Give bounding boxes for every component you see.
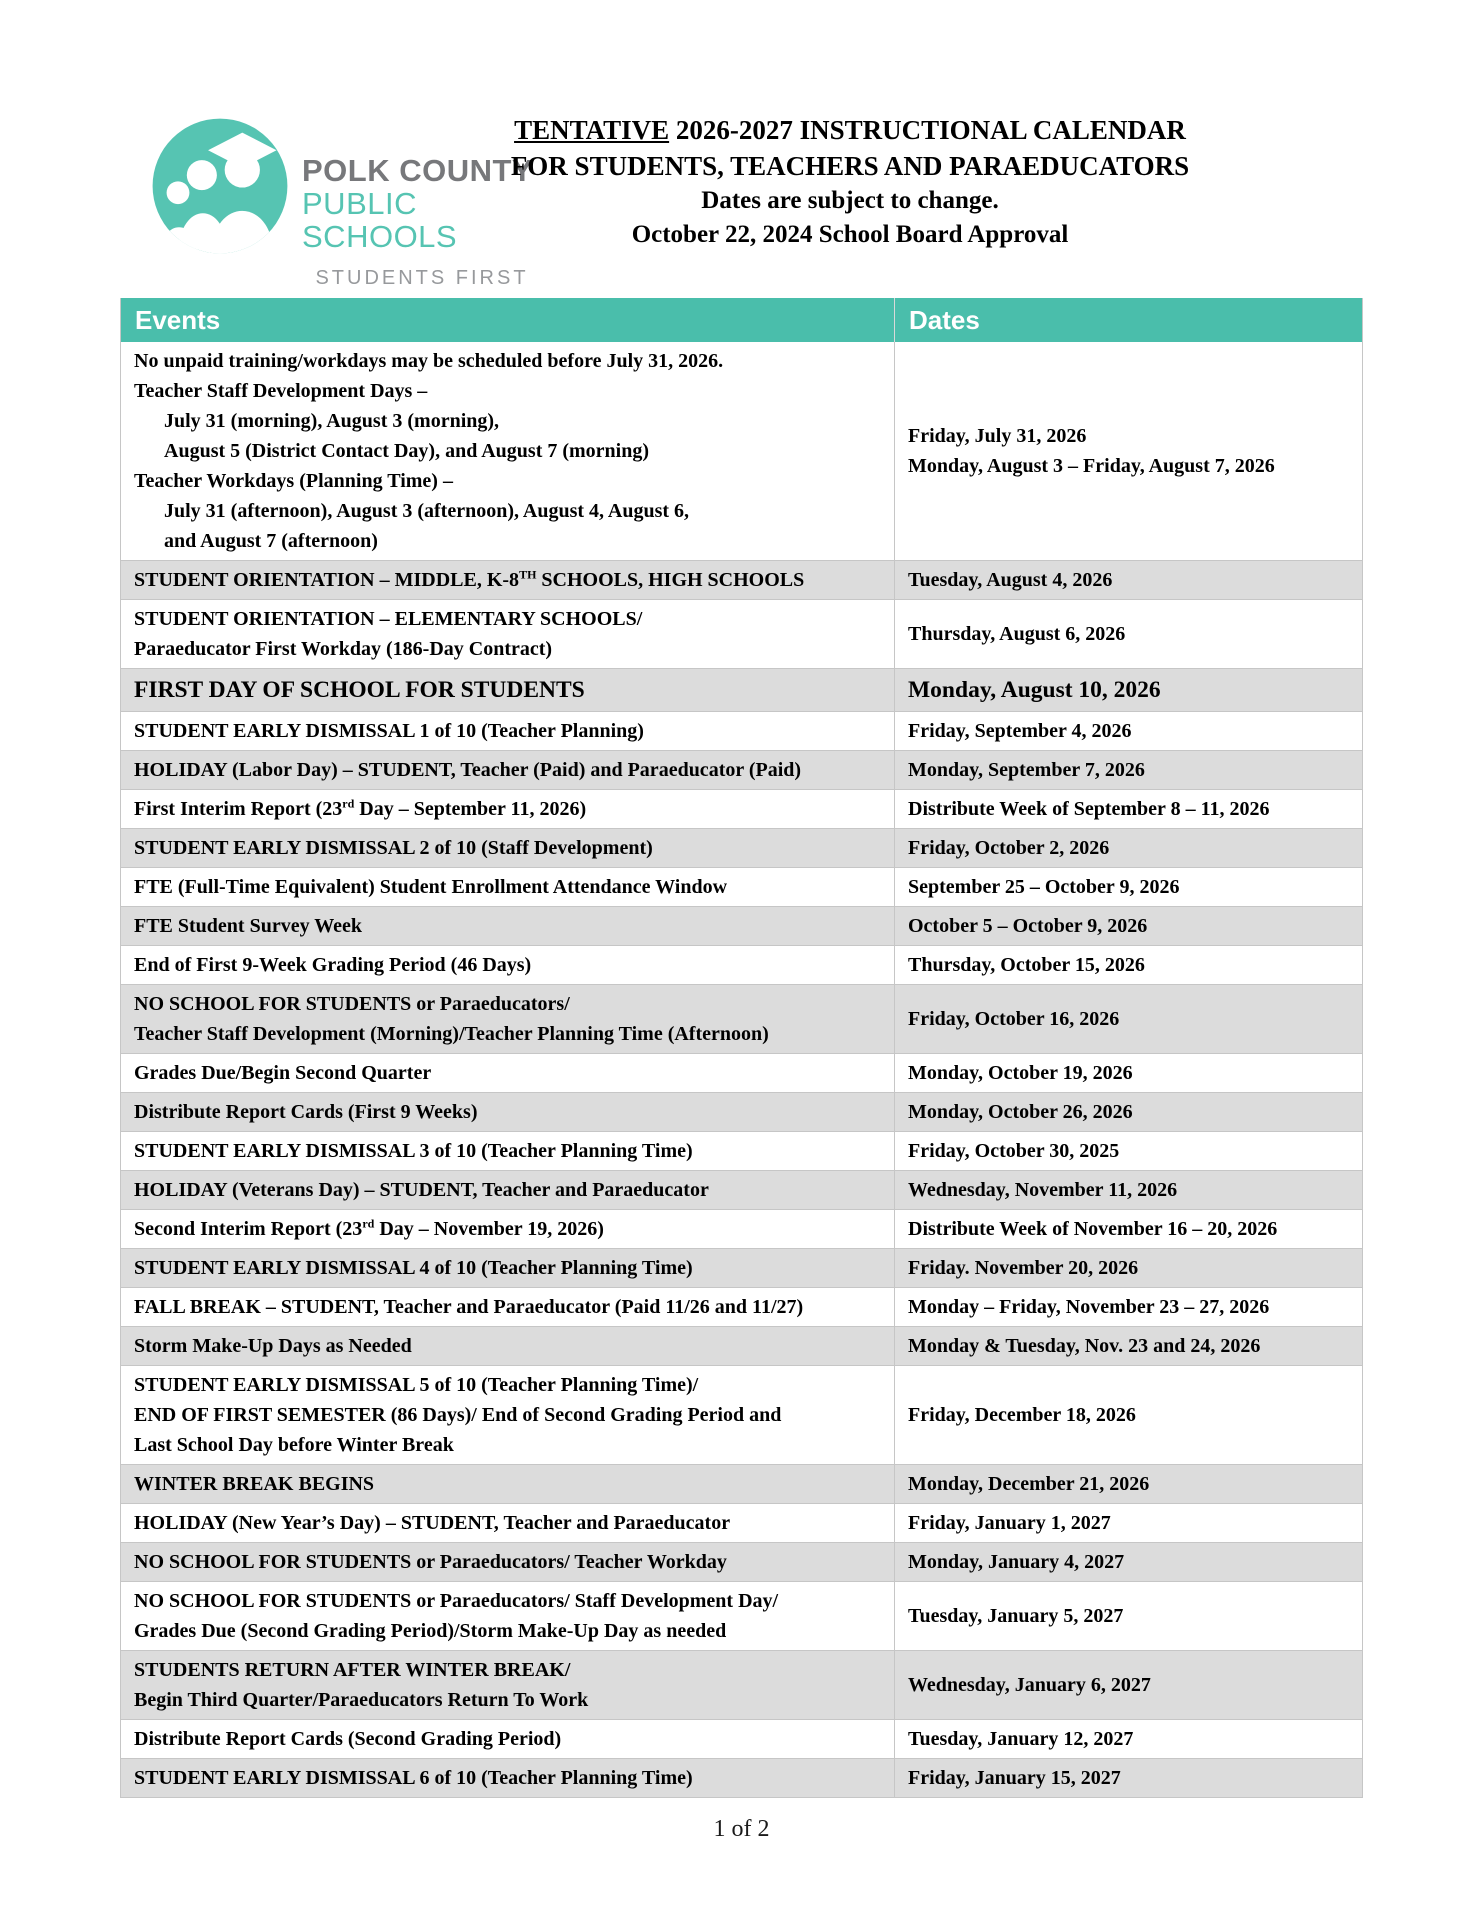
event-cell bbox=[121, 561, 895, 599]
table-row bbox=[121, 1248, 1362, 1287]
date-cell bbox=[895, 985, 1362, 1053]
date-cell bbox=[895, 600, 1362, 668]
date-text-line: Tuesday, August 4, 2026 bbox=[908, 569, 1113, 591]
title-line1-rest: 2026-2027 INSTRUCTIONAL CALENDAR bbox=[669, 115, 1186, 145]
event-text-line: Second Interim Report (23rd Day – November 19, 2026) bbox=[134, 1216, 604, 1240]
table-header-row bbox=[121, 298, 1362, 342]
date-text-line: Friday, July 31, 2026 bbox=[908, 425, 1087, 447]
logo-name-line1: POLK COUNTY bbox=[302, 153, 534, 188]
date-cell bbox=[895, 868, 1362, 906]
date-cell bbox=[895, 1651, 1362, 1719]
date-cell bbox=[895, 1171, 1362, 1209]
event-text-line: Begin Third Quarter/Paraeducators Return To Work bbox=[134, 1689, 589, 1711]
date-text-line: October 5 – October 9, 2026 bbox=[908, 915, 1148, 937]
calendar-table bbox=[120, 298, 1363, 1798]
events-column-header: Events bbox=[121, 298, 895, 342]
table-row bbox=[121, 1287, 1362, 1326]
event-text-line: STUDENT EARLY DISMISSAL 2 of 10 (Staff Development) bbox=[134, 837, 653, 859]
event-cell bbox=[121, 669, 895, 711]
event-text-line: July 31 (morning), August 3 (morning), bbox=[164, 410, 500, 432]
title-line2: FOR STUDENTS, TEACHERS AND PARAEDUCATORS bbox=[510, 151, 1190, 181]
event-text-line: STUDENT EARLY DISMISSAL 1 of 10 (Teacher Planning) bbox=[134, 720, 644, 742]
date-cell bbox=[895, 342, 1362, 560]
date-cell bbox=[895, 946, 1362, 984]
date-cell bbox=[895, 1327, 1362, 1365]
date-cell bbox=[895, 712, 1362, 750]
event-cell bbox=[121, 1504, 895, 1542]
date-cell bbox=[895, 790, 1362, 828]
event-text-line: Storm Make-Up Days as Needed bbox=[134, 1335, 412, 1357]
table-row bbox=[121, 984, 1362, 1053]
table-row bbox=[121, 1758, 1362, 1797]
date-text-line: Monday, January 4, 2027 bbox=[908, 1551, 1125, 1573]
event-cell bbox=[121, 985, 895, 1053]
event-text-line: STUDENT EARLY DISMISSAL 5 of 10 (Teacher Planning Time)/ bbox=[134, 1374, 699, 1396]
table-row bbox=[121, 1326, 1362, 1365]
date-text-line: Monday – Friday, November 23 – 27, 2026 bbox=[908, 1296, 1270, 1318]
date-text-line: Wednesday, January 6, 2027 bbox=[908, 1674, 1151, 1696]
date-text-line: Monday, August 3 – Friday, August 7, 2026 bbox=[908, 455, 1275, 477]
date-cell bbox=[895, 1465, 1362, 1503]
event-cell bbox=[121, 790, 895, 828]
date-text-line: Friday. November 20, 2026 bbox=[908, 1257, 1139, 1279]
document-title bbox=[455, 112, 1245, 252]
date-cell bbox=[895, 1132, 1362, 1170]
table-row bbox=[121, 906, 1362, 945]
table-row bbox=[121, 867, 1362, 906]
event-text-line: August 5 (District Contact Day), and August 7 (morning) bbox=[164, 440, 650, 462]
table-row bbox=[121, 1542, 1362, 1581]
event-text-line: STUDENT EARLY DISMISSAL 3 of 10 (Teacher Planning Time) bbox=[134, 1140, 693, 1162]
event-cell bbox=[121, 1249, 895, 1287]
district-logo-icon bbox=[150, 116, 290, 256]
event-text-line: Distribute Report Cards (Second Grading Period) bbox=[134, 1728, 562, 1750]
event-text-line: First Interim Report (23rd Day – September 11, 2026) bbox=[134, 796, 587, 820]
event-text-line: Paraeducator First Workday (186-Day Contract) bbox=[134, 638, 553, 660]
event-text-line: NO SCHOOL FOR STUDENTS or Paraeducators/ Staff Development Day/ bbox=[134, 1590, 779, 1612]
date-text-line: Monday, September 7, 2026 bbox=[908, 759, 1145, 781]
date-cell bbox=[895, 1093, 1362, 1131]
table-row bbox=[121, 668, 1362, 711]
event-cell bbox=[121, 712, 895, 750]
event-cell bbox=[121, 1171, 895, 1209]
event-cell bbox=[121, 829, 895, 867]
date-text-line: Friday, October 2, 2026 bbox=[908, 837, 1110, 859]
event-text-line: STUDENT EARLY DISMISSAL 6 of 10 (Teacher Planning Time) bbox=[134, 1767, 693, 1789]
date-cell bbox=[895, 1366, 1362, 1464]
date-cell bbox=[895, 1759, 1362, 1797]
event-cell bbox=[121, 1366, 895, 1464]
table-row bbox=[121, 599, 1362, 668]
event-text-line: STUDENT ORIENTATION – MIDDLE, K-8TH SCHOOLS, HIGH SCHOOLS bbox=[134, 567, 805, 591]
date-text-line: Monday, October 26, 2026 bbox=[908, 1101, 1133, 1123]
table-row bbox=[121, 789, 1362, 828]
date-text-line: September 25 – October 9, 2026 bbox=[908, 876, 1180, 898]
event-cell bbox=[121, 1759, 895, 1797]
date-cell bbox=[895, 561, 1362, 599]
date-cell bbox=[895, 751, 1362, 789]
event-cell bbox=[121, 600, 895, 668]
event-cell bbox=[121, 1651, 895, 1719]
event-text-line: Teacher Staff Development Days – bbox=[134, 380, 428, 402]
event-cell bbox=[121, 907, 895, 945]
table-body bbox=[121, 342, 1362, 1797]
event-cell bbox=[121, 1582, 895, 1650]
table-row bbox=[121, 342, 1362, 560]
event-text-line: HOLIDAY (Veterans Day) – STUDENT, Teacher and Paraeducator bbox=[134, 1179, 709, 1201]
event-cell bbox=[121, 1288, 895, 1326]
date-cell bbox=[895, 669, 1362, 711]
event-text-line: End of First 9-Week Grading Period (46 Days) bbox=[134, 954, 532, 976]
table-row bbox=[121, 1053, 1362, 1092]
table-row bbox=[121, 1131, 1362, 1170]
date-cell bbox=[895, 1288, 1362, 1326]
event-text-line: FTE (Full-Time Equivalent) Student Enrollment Attendance Window bbox=[134, 876, 728, 898]
date-text-line: Friday, September 4, 2026 bbox=[908, 720, 1132, 742]
table-row bbox=[121, 750, 1362, 789]
date-text-line: Friday, October 30, 2025 bbox=[908, 1140, 1120, 1162]
date-text-line: Monday, August 10, 2026 bbox=[908, 677, 1161, 703]
date-text-line: Distribute Week of September 8 – 11, 2026 bbox=[908, 798, 1270, 820]
event-text-line: NO SCHOOL FOR STUDENTS or Paraeducators/ Teacher Workday bbox=[134, 1551, 727, 1573]
event-text-line: NO SCHOOL FOR STUDENTS or Paraeducators/ bbox=[134, 993, 570, 1015]
event-cell bbox=[121, 1132, 895, 1170]
date-text-line: Friday, October 16, 2026 bbox=[908, 1008, 1120, 1030]
date-text-line: Friday, January 1, 2027 bbox=[908, 1512, 1111, 1534]
event-text-line: and August 7 (afternoon) bbox=[164, 530, 378, 552]
event-text-line: Grades Due/Begin Second Quarter bbox=[134, 1062, 432, 1084]
date-text-line: Friday, December 18, 2026 bbox=[908, 1404, 1136, 1426]
event-cell bbox=[121, 1465, 895, 1503]
date-cell bbox=[895, 1054, 1362, 1092]
event-cell bbox=[121, 1093, 895, 1131]
page-number: 1 of 2 bbox=[713, 1816, 770, 1842]
date-text-line: Thursday, August 6, 2026 bbox=[908, 623, 1126, 645]
event-text-line: HOLIDAY (Labor Day) – STUDENT, Teacher (Paid) and Paraeducator (Paid) bbox=[134, 759, 802, 781]
table-row bbox=[121, 1503, 1362, 1542]
event-text-line: STUDENT EARLY DISMISSAL 4 of 10 (Teacher Planning Time) bbox=[134, 1257, 693, 1279]
event-cell bbox=[121, 1720, 895, 1758]
event-text-line: END OF FIRST SEMESTER (86 Days)/ End of Second Grading Period and bbox=[134, 1404, 782, 1426]
table-row bbox=[121, 1650, 1362, 1719]
date-cell bbox=[895, 1249, 1362, 1287]
title-tentative-underlined: TENTATIVE bbox=[514, 115, 670, 145]
date-cell bbox=[895, 1210, 1362, 1248]
date-cell bbox=[895, 829, 1362, 867]
table-row bbox=[121, 828, 1362, 867]
event-text-line: Last School Day before Winter Break bbox=[134, 1434, 454, 1456]
event-cell bbox=[121, 751, 895, 789]
event-text-line: FTE Student Survey Week bbox=[134, 915, 362, 937]
title-subtitle: Dates are subject to change. bbox=[701, 187, 999, 214]
table-row bbox=[121, 1092, 1362, 1131]
event-text-line: FALL BREAK – STUDENT, Teacher and Paraeducator (Paid 11/26 and 11/27) bbox=[134, 1296, 804, 1318]
dates-column-header: Dates bbox=[909, 305, 980, 335]
date-text-line: Monday, December 21, 2026 bbox=[908, 1473, 1150, 1495]
date-cell bbox=[895, 1543, 1362, 1581]
event-text-line: STUDENT ORIENTATION – ELEMENTARY SCHOOLS/ bbox=[134, 608, 643, 630]
event-text-line: Teacher Workdays (Planning Time) – bbox=[134, 470, 453, 492]
event-text-line: Grades Due (Second Grading Period)/Storm Make-Up Day as needed bbox=[134, 1620, 727, 1642]
event-cell bbox=[121, 1210, 895, 1248]
title-approval-date: October 22, 2024 School Board Approval bbox=[631, 221, 1069, 248]
event-cell bbox=[121, 1327, 895, 1365]
table-row bbox=[121, 711, 1362, 750]
event-text-line: Distribute Report Cards (First 9 Weeks) bbox=[134, 1101, 478, 1123]
date-text-line: Wednesday, November 11, 2026 bbox=[908, 1179, 1178, 1201]
table-row bbox=[121, 1170, 1362, 1209]
event-cell bbox=[121, 946, 895, 984]
table-row bbox=[121, 1719, 1362, 1758]
table-row bbox=[121, 945, 1362, 984]
event-cell bbox=[121, 342, 895, 560]
table-row bbox=[121, 1581, 1362, 1650]
logo-name-line2: PUBLIC SCHOOLS bbox=[302, 186, 458, 254]
date-cell bbox=[895, 1504, 1362, 1542]
event-text-line: HOLIDAY (New Year’s Day) – STUDENT, Teacher and Paraeducator bbox=[134, 1512, 731, 1534]
event-text-line: Teacher Staff Development (Morning)/Teacher Planning Time (Afternoon) bbox=[134, 1023, 769, 1045]
table-row bbox=[121, 1209, 1362, 1248]
event-cell bbox=[121, 1543, 895, 1581]
date-cell bbox=[895, 1720, 1362, 1758]
event-cell bbox=[121, 1054, 895, 1092]
date-text-line: Tuesday, January 12, 2027 bbox=[908, 1728, 1134, 1750]
event-cell bbox=[121, 868, 895, 906]
event-text-line: July 31 (afternoon), August 3 (afternoon), August 4, August 6, bbox=[164, 500, 690, 522]
date-text-line: Tuesday, January 5, 2027 bbox=[908, 1605, 1124, 1627]
date-text-line: Thursday, October 15, 2026 bbox=[908, 954, 1145, 976]
date-text-line: Monday, October 19, 2026 bbox=[908, 1062, 1133, 1084]
table-row bbox=[121, 560, 1362, 599]
date-text-line: Distribute Week of November 16 – 20, 2026 bbox=[908, 1218, 1278, 1240]
logo-tagline: STUDENTS FIRST bbox=[315, 267, 529, 289]
date-cell bbox=[895, 907, 1362, 945]
table-row bbox=[121, 1365, 1362, 1464]
table-row bbox=[121, 1464, 1362, 1503]
event-text-line: STUDENTS RETURN AFTER WINTER BREAK/ bbox=[134, 1659, 571, 1681]
title-line1 bbox=[455, 112, 1245, 148]
event-text-line: WINTER BREAK BEGINS bbox=[134, 1473, 375, 1495]
date-text-line: Friday, January 15, 2027 bbox=[908, 1767, 1121, 1789]
date-text-line: Monday & Tuesday, Nov. 23 and 24, 2026 bbox=[908, 1335, 1261, 1357]
date-cell bbox=[895, 1582, 1362, 1650]
event-text-line: FIRST DAY OF SCHOOL FOR STUDENTS bbox=[134, 677, 585, 703]
event-text-line: No unpaid training/workdays may be scheduled before July 31, 2026. bbox=[134, 350, 724, 372]
